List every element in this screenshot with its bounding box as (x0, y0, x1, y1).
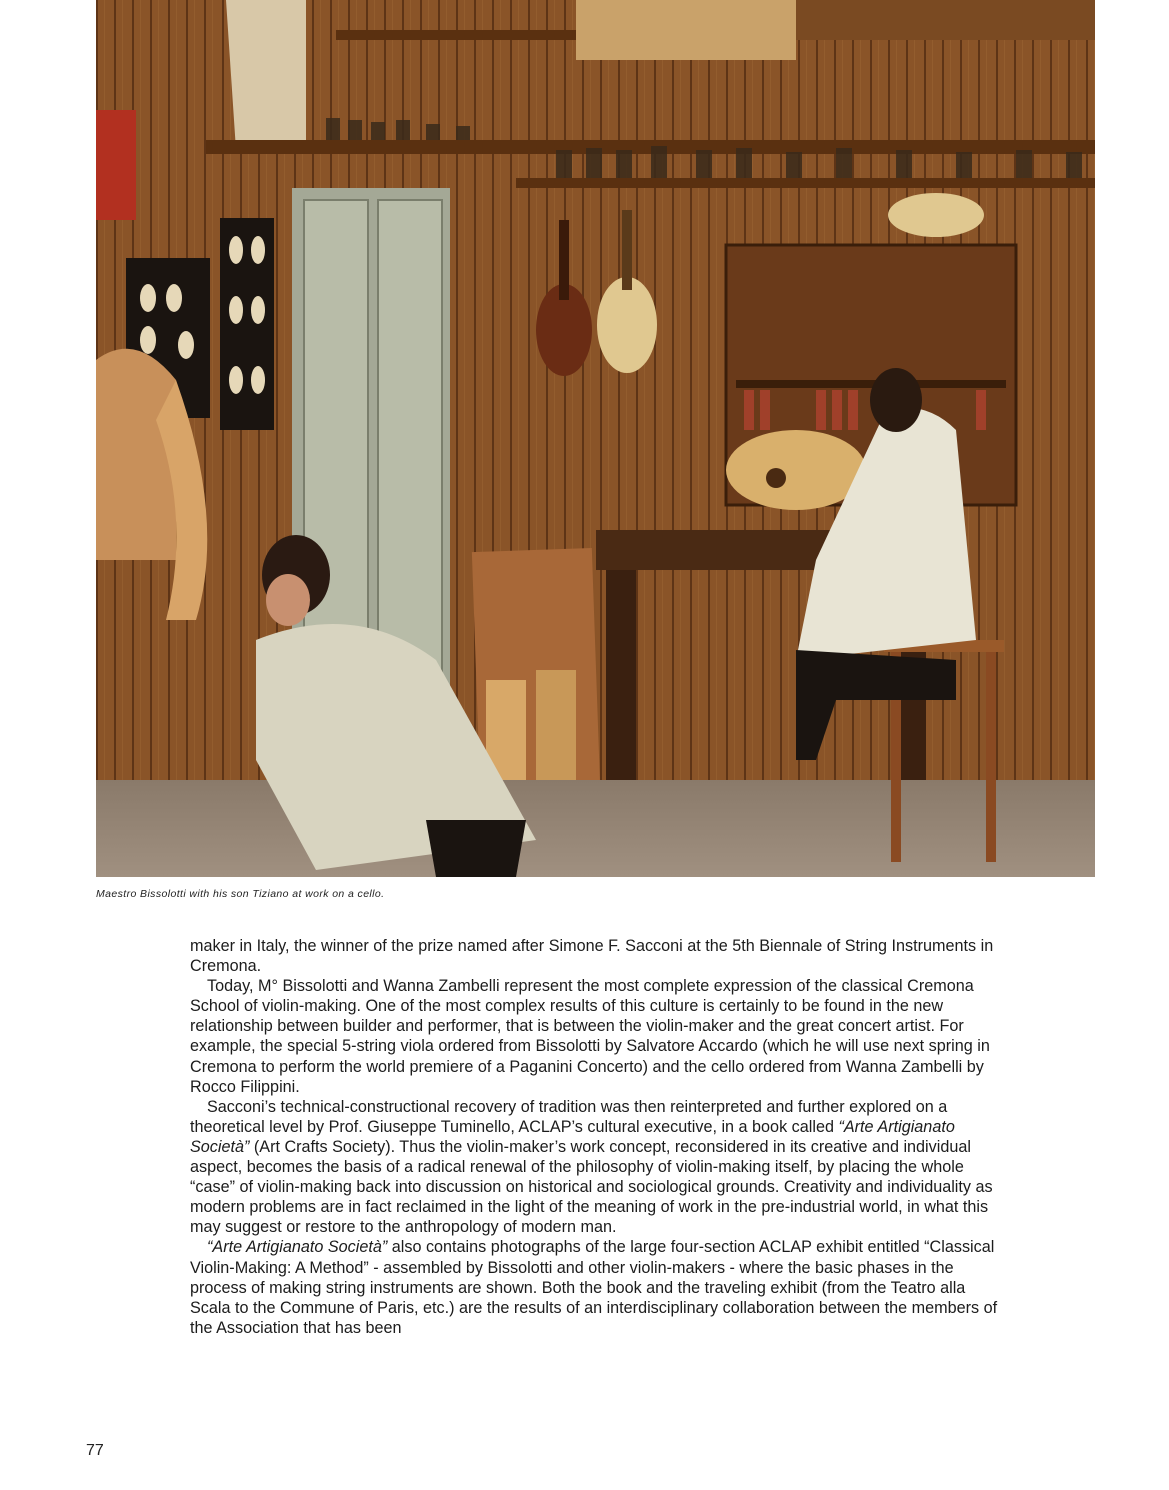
text-run: also contains photographs of the large four-section ACLAP exhibit entitled “Classical Violin-Making: A Method” - assembled by Bissolotti and other violin-makers - where the basic phases in the process of making string instruments are shown. Both the book and the traveling exhibit (from the Teatro alla Scala to the Commune of Paris, etc.) are the results of an interdisciplinary collaboration between the members of the Association that has been (190, 1238, 998, 1337)
text-run: (Art Crafts Society). Thus the violin-maker’s work concept, reconsidered in its creative and individual aspect, becomes the basis of a radical renewal of the philosophy of violin-making itself, by placing the whole “case” of violin-making back into discussion on historical and sociological grounds. Creativity and individuality as modern problems are in fact reclaimed in the light of the meaning of work in the pre-industrial world, in what this may suggest or restore to the anthropology of modern man. (190, 1137, 993, 1237)
workshop-photo (96, 0, 1095, 877)
text-run: maker in Italy, the winner of the prize named after Simone F. Sacconi at the 5th Biennale of String Instruments in Cremona. (190, 937, 994, 976)
paragraph (190, 936, 1005, 976)
paragraph (190, 1237, 1005, 1337)
paragraph (190, 1097, 1005, 1238)
paragraph (190, 976, 1005, 1097)
photo-caption: Maestro Bissolotti with his son Tiziano at work on a cello. (96, 888, 385, 900)
page-number: 77 (86, 1442, 104, 1459)
text-run: Sacconi’s technical-constructional recovery of tradition was then reinterpreted and further explored on a theoretical level by Prof. Giuseppe Tuminello, ACLAP’s cultural executive, in a book called (190, 1097, 948, 1136)
book-title: “Arte Artigianato Società” (207, 1238, 388, 1257)
text-run: Today, M° Bissolotti and Wanna Zambelli represent the most complete expression of the classical Cremona School of violin-making. One of the most complex results of this culture is certainly to be found in the new relationship between builder and performer, that is between the violin-maker and the great concert artist. For example, the special 5-string viola ordered from Bissolotti by Salvatore Accardo (which he will use next spring in Cremona to perform the world premiere of a Paganini Concerto) and the cello ordered from Wanna Zambelli by Rocco Filippini. (190, 977, 990, 1096)
book-title: “Arte Artigianato Società” (190, 1117, 955, 1156)
article-body (190, 936, 1005, 1338)
